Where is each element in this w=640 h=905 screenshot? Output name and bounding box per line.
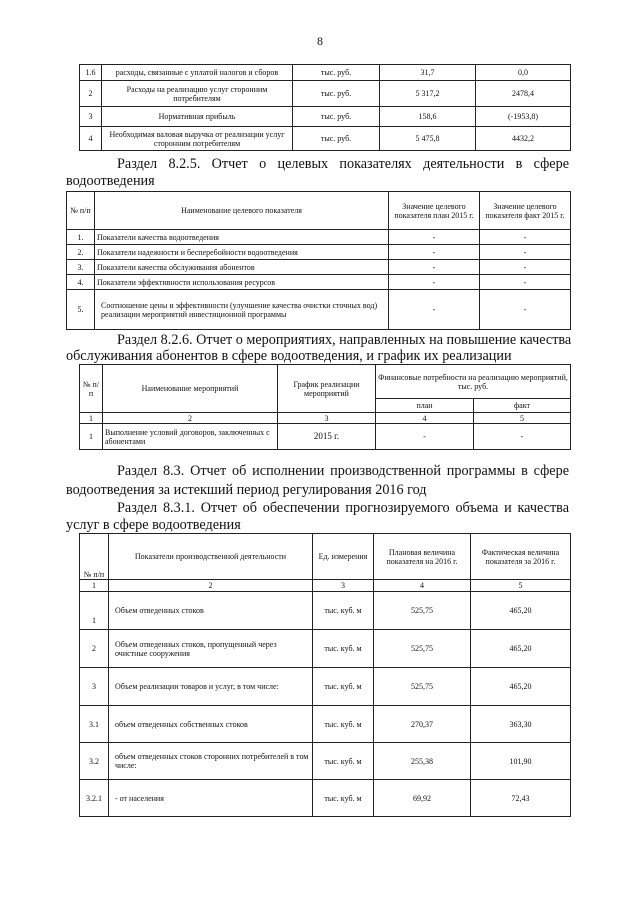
- header-fact: Значение целевого показателя факт 2015 г.: [480, 192, 571, 230]
- row-name: Нормативная прибыль: [102, 107, 293, 127]
- table-row: [67, 260, 571, 275]
- row-plan: -: [389, 290, 480, 330]
- row-name: Показатели надежности и бесперебойности водоотведения: [95, 245, 389, 260]
- table-row: [80, 668, 571, 706]
- row-name: Объем отведенных стоков: [109, 592, 313, 630]
- row-num: 4: [80, 127, 102, 151]
- table-header-row: [80, 534, 571, 580]
- row-num: 2.: [67, 245, 95, 260]
- row-unit: тыс. куб. м: [313, 630, 374, 668]
- header-unit: Ед. измерения: [313, 534, 374, 580]
- header-num: № п/п: [67, 192, 95, 230]
- table-row: [80, 630, 571, 668]
- row-name: - от населения: [109, 780, 313, 817]
- row-plan: -: [389, 275, 480, 290]
- row-num: 1: [80, 424, 103, 450]
- row-plan: -: [389, 230, 480, 245]
- row-plan: -: [376, 424, 474, 450]
- section-831-heading-line1: Раздел 8.3.1. Отчет об обеспечении прогнозируемого объема и качества: [117, 500, 569, 516]
- index-cell: 5: [471, 580, 571, 592]
- row-plan: 5 475,8: [380, 127, 476, 151]
- row-fact: -: [480, 275, 571, 290]
- header-plan: Значение целевого показателя план 2015 г.: [389, 192, 480, 230]
- header-fact: факт: [474, 399, 571, 413]
- header-schedule: График реализации мероприятий: [278, 365, 376, 413]
- section-825-heading-line2: водоотведения: [66, 173, 155, 189]
- row-plan: 5 317,2: [380, 81, 476, 107]
- row-fact: -: [480, 230, 571, 245]
- row-schedule: 2015 г.: [278, 424, 376, 450]
- row-num: 1.6: [80, 65, 102, 81]
- row-name: Выполнение условий договоров, заключенных с абонентами: [103, 424, 278, 450]
- row-fact: 465,20: [471, 668, 571, 706]
- row-fact: -: [480, 260, 571, 275]
- row-num: 3: [80, 107, 102, 127]
- header-plan: план: [376, 399, 474, 413]
- index-cell: 3: [313, 580, 374, 592]
- row-fact: 2478,4: [476, 81, 571, 107]
- row-name: Соотношение цены и эффективности (улучшение качества очистки сточных вод) реализации мероприятий инвестиционной программы: [95, 290, 389, 330]
- section-826-heading-line1: Раздел 8.2.6. Отчет о мероприятиях, направленных на повышение качества: [117, 332, 572, 348]
- header-plan: Плановая величина показателя на 2016 г.: [374, 534, 471, 580]
- row-fact: 465,20: [471, 592, 571, 630]
- row-unit: тыс. куб. м: [313, 592, 374, 630]
- table-row: [80, 743, 571, 780]
- row-num: 1.: [67, 230, 95, 245]
- table-row: [80, 107, 571, 127]
- index-cell: 2: [103, 413, 278, 424]
- table-header-row: [67, 192, 571, 230]
- table-header-row: [80, 365, 571, 399]
- index-cell: 1: [80, 413, 103, 424]
- row-unit: тыс. куб. м: [313, 706, 374, 743]
- row-fact: 72,43: [471, 780, 571, 817]
- row-unit: тыс. руб.: [293, 127, 380, 151]
- table-row: [67, 275, 571, 290]
- row-plan: -: [389, 260, 480, 275]
- table-row: [80, 65, 571, 81]
- row-num: 2: [80, 81, 102, 107]
- index-cell: 4: [374, 580, 471, 592]
- row-name: Расходы на реализацию услуг сторонним потребителям: [102, 81, 293, 107]
- row-unit: тыс. руб.: [293, 65, 380, 81]
- index-cell: 2: [109, 580, 313, 592]
- row-num: 3.1: [80, 706, 109, 743]
- row-fact: 101,90: [471, 743, 571, 780]
- table-row: [67, 290, 571, 330]
- section-826-heading-line2: обслуживания абонентов в сфере водоотведения, и график их реализации: [66, 348, 512, 364]
- index-cell: 1: [80, 580, 109, 592]
- row-num: 3.: [67, 260, 95, 275]
- header-name: Показатели производственной деятельности: [109, 534, 313, 580]
- row-fact: 363,30: [471, 706, 571, 743]
- row-num: 3.2: [80, 743, 109, 780]
- section-83-heading-line2: водоотведения за истекший период регулирования 2016 год: [66, 482, 427, 498]
- table-index-row: [80, 580, 571, 592]
- row-plan: 525,75: [374, 630, 471, 668]
- row-unit: тыс. куб. м: [313, 668, 374, 706]
- header-num: № п/п: [80, 365, 103, 413]
- measures-table: [79, 364, 571, 450]
- financial-table: [79, 64, 571, 151]
- index-cell: 5: [474, 413, 571, 424]
- row-fact: -: [474, 424, 571, 450]
- row-num: 3: [80, 668, 109, 706]
- row-unit: тыс. руб.: [293, 81, 380, 107]
- production-table: [79, 533, 571, 817]
- row-unit: тыс. куб. м: [313, 743, 374, 780]
- row-fact: (-1953,8): [476, 107, 571, 127]
- row-name: объем отведенных стоков сторонних потребителей в том числе:: [109, 743, 313, 780]
- row-name: Необходимая валовая выручка от реализации услуг сторонним потребителям: [102, 127, 293, 151]
- page-number: 8: [317, 34, 323, 48]
- row-plan: 158,6: [380, 107, 476, 127]
- row-name: Показатели качества обслуживания абонентов: [95, 260, 389, 275]
- row-plan: 69,92: [374, 780, 471, 817]
- row-unit: тыс. куб. м: [313, 780, 374, 817]
- row-num: 3.2.1: [80, 780, 109, 817]
- index-cell: 3: [278, 413, 376, 424]
- row-name: Показатели эффективности использования ресурсов: [95, 275, 389, 290]
- row-plan: 270,37: [374, 706, 471, 743]
- row-plan: 525,75: [374, 592, 471, 630]
- table-row: [67, 230, 571, 245]
- row-name: Объем реализации товаров и услуг, в том числе:: [109, 668, 313, 706]
- row-name: Показатели качества водоотведения: [95, 230, 389, 245]
- header-finance: Финансовые потребности на реализацию мероприятий, тыс. руб.: [376, 365, 571, 399]
- row-plan: 255,38: [374, 743, 471, 780]
- row-fact: 0,0: [476, 65, 571, 81]
- row-fact: -: [480, 245, 571, 260]
- row-name: Объем отведенных стоков, пропущенный через очистные сооружения: [109, 630, 313, 668]
- header-num: № п/п: [80, 534, 109, 580]
- row-name: объем отведенных собственных стоков: [109, 706, 313, 743]
- target-indicators-table: [66, 191, 571, 330]
- header-name: Наименование целевого показателя: [95, 192, 389, 230]
- header-name: Наименование мероприятий: [103, 365, 278, 413]
- row-unit: тыс. руб.: [293, 107, 380, 127]
- row-fact: 465,20: [471, 630, 571, 668]
- table-row: [80, 81, 571, 107]
- section-831-heading-line2: услуг в сфере водоотведения: [66, 517, 241, 533]
- row-fact: -: [480, 290, 571, 330]
- table-row: [80, 424, 571, 450]
- row-plan: -: [389, 245, 480, 260]
- header-fact: Фактическая величина показателя за 2016 г.: [471, 534, 571, 580]
- table-index-row: [80, 413, 571, 424]
- row-fact: 4432,2: [476, 127, 571, 151]
- table-row: [80, 706, 571, 743]
- row-num: 2: [80, 630, 109, 668]
- table-row: [80, 127, 571, 151]
- section-825-heading-line1: Раздел 8.2.5. Отчет о целевых показателях деятельности в сфере: [117, 156, 569, 172]
- table-row: [67, 245, 571, 260]
- row-plan: 525,75: [374, 668, 471, 706]
- row-plan: 31,7: [380, 65, 476, 81]
- row-name: расходы, связанные с уплатой налогов и сборов: [102, 65, 293, 81]
- row-num: 1: [80, 592, 109, 630]
- table-row: [80, 592, 571, 630]
- index-cell: 4: [376, 413, 474, 424]
- row-num: 5.: [67, 290, 95, 330]
- row-num: 4.: [67, 275, 95, 290]
- section-83-heading-line1: Раздел 8.3. Отчет об исполнении производственной программы в сфере: [117, 463, 569, 479]
- table-row: [80, 780, 571, 817]
